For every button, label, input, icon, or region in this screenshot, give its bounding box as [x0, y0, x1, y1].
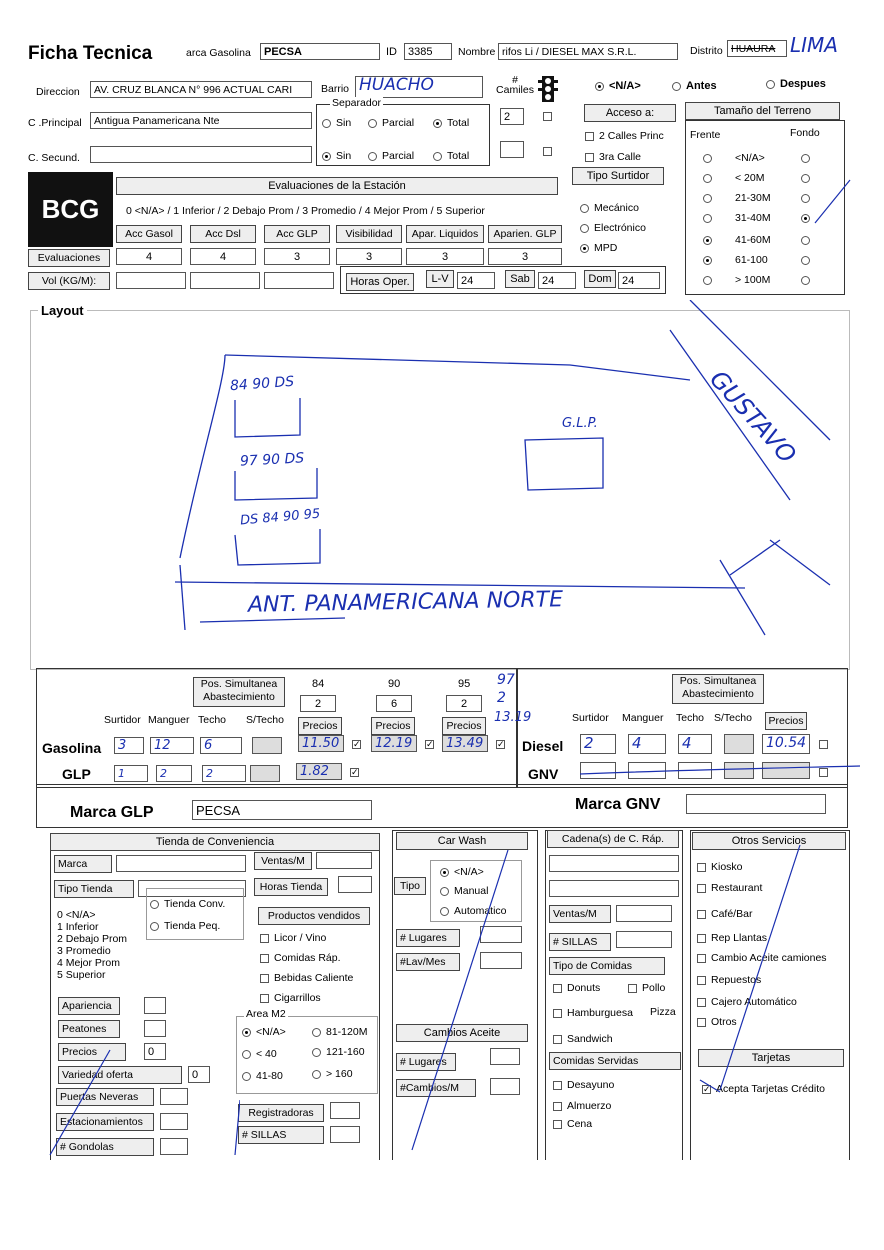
lv-label: L-V	[426, 270, 454, 288]
comida-donuts-checkbox[interactable]: Donuts	[553, 982, 600, 994]
carwash-tipo-label: Tipo	[394, 877, 426, 895]
dsl-precio-field[interactable]: 10.54	[762, 734, 810, 754]
tienda-marca-label: Marca	[54, 855, 112, 873]
area-label: Area M2	[246, 1008, 286, 1020]
tienda-marca-field[interactable]	[116, 855, 246, 872]
carwash-title: Car Wash	[396, 832, 528, 850]
vol-field-2[interactable]	[190, 272, 260, 289]
eval-value-text-5: 3	[521, 251, 529, 263]
gas-precios-label-2: Precios	[442, 717, 486, 735]
camiles-field[interactable]: 2	[500, 108, 524, 125]
tienda-eval-label-6: # Gondolas	[56, 1138, 154, 1156]
eval-value-5[interactable]	[488, 248, 562, 265]
tienda-scale-0: 0 <N/A>	[57, 909, 96, 921]
tienda-scale-3: 3 Promedio	[57, 945, 111, 957]
tienda-conv-radio[interactable]: Tienda Conv.	[150, 898, 225, 910]
gas-surtidor-field[interactable]: 3	[114, 737, 144, 754]
ventas-label: Ventas/M	[254, 852, 312, 870]
barrio-handwritten: HUACHO	[359, 76, 434, 95]
sab-field[interactable]: 24	[538, 272, 576, 289]
pump3-handwritten: DS 84 90 95	[239, 506, 321, 529]
dsl-col-stecho: S/Techo	[714, 712, 752, 724]
barrio-label: Barrio	[321, 83, 350, 95]
sep2-parcial-radio[interactable]: Parcial	[368, 150, 414, 162]
tienda-sillas-label: # SILLAS	[238, 1126, 324, 1144]
product-checkbox-0[interactable]: Licor / Vino	[260, 932, 326, 944]
vol-field-3[interactable]	[264, 272, 334, 289]
eval-col-0[interactable]: Acc Gasol	[116, 225, 182, 243]
cadena-field-1[interactable]	[549, 855, 679, 872]
eval-value-text-3: 3	[365, 251, 373, 263]
otros-pen-mark	[690, 840, 810, 1100]
sep1-total-radio[interactable]: Total	[433, 117, 469, 129]
tienda-sillas-field[interactable]	[330, 1126, 360, 1143]
direccion-label: Direccion	[36, 86, 80, 98]
tienda-peq-radio[interactable]: Tienda Peq.	[150, 920, 220, 932]
timing-antes-radio[interactable]: Antes	[672, 80, 717, 92]
comida-pizza-label[interactable]: Pizza	[650, 1006, 676, 1018]
tipo-comidas-label: Tipo de Comidas	[549, 957, 665, 975]
acceso-button[interactable]: Acceso a:	[584, 104, 676, 122]
diesel-label: Diesel	[522, 738, 564, 754]
barrio-field[interactable]	[355, 76, 483, 98]
gas-precio-text-0: 11.50	[302, 736, 340, 751]
marca-gnv-field[interactable]	[686, 794, 826, 814]
ventas-field[interactable]	[316, 852, 372, 869]
tipo-surtidor-button[interactable]: Tipo Surtidor	[572, 167, 664, 185]
frente-radio-4[interactable]	[703, 234, 717, 246]
lv-field[interactable]: 24	[457, 272, 495, 289]
gas-col-surtidor: Surtidor	[104, 714, 141, 726]
otros-checkbox-0[interactable]: Kiosko	[697, 861, 743, 873]
cadena-title: Cadena(s) de C. Ráp.	[547, 830, 679, 848]
gas-precios-label-1: Precios	[371, 717, 415, 735]
dom-label: Dom	[584, 270, 616, 288]
marca-glp-field[interactable]: PECSA	[192, 800, 372, 820]
tienda-eval-label-4: Puertas Neveras	[56, 1088, 154, 1106]
gas-pos-1[interactable]: 6	[376, 695, 412, 712]
gas-precio-field-1[interactable]	[371, 735, 417, 752]
sab-label: Sab	[505, 270, 535, 288]
fondo-label: Fondo	[790, 127, 820, 139]
vol-label: Vol (KG/M):	[28, 272, 110, 290]
terreno-size-label-1: < 20M	[735, 172, 765, 184]
horas-tienda-field[interactable]	[338, 876, 372, 893]
gas-precio-field-2[interactable]	[442, 735, 488, 752]
otros-title: Otros Servicios	[692, 832, 846, 850]
fondo-radio-0[interactable]	[801, 152, 815, 164]
dsl-col-techo: Techo	[676, 712, 705, 724]
fondo-radio-4[interactable]	[801, 234, 815, 246]
layout-sketch	[30, 300, 860, 670]
camiles-label: # Camiles	[496, 74, 534, 96]
gas-precio-field-0[interactable]	[298, 735, 344, 752]
terreno-pen-mark	[805, 178, 855, 228]
bcg-logo: BCG	[28, 172, 113, 247]
dsl-precios-label: Precios	[765, 712, 807, 730]
cadena-ventas-label: Ventas/M	[549, 905, 611, 923]
csecund-label: C. Secund.	[28, 152, 80, 164]
pump1-handwritten: 84 90 DS	[229, 373, 295, 395]
dsl-manguera-field[interactable]: 4	[628, 734, 666, 754]
carwash-auto-radio[interactable]: Automatico	[440, 905, 507, 917]
area-radio-0[interactable]: <N/A>	[242, 1026, 286, 1038]
frente-label: Frente	[690, 129, 721, 141]
otros-checkbox-7[interactable]: Otros	[697, 1016, 737, 1028]
cambios-lugares-label: # Lugares	[396, 1053, 456, 1071]
gas-precio-checkbox-0[interactable]: ✓	[353, 738, 361, 749]
sep2-sin-radio[interactable]: Sin	[322, 150, 351, 162]
registradoras-label: Registradoras	[238, 1104, 324, 1122]
terreno-size-label-0: <N/A>	[735, 152, 765, 164]
cprincipal-label: C .Principal	[28, 117, 82, 129]
tienda-eval-field-2[interactable]: 0	[144, 1043, 166, 1060]
eval-value-2[interactable]	[264, 248, 330, 265]
eval-col-2[interactable]: Acc GLP	[264, 225, 330, 243]
otros-checkbox-2[interactable]: Café/Bar	[697, 908, 752, 920]
tienda-eval-label-1: Peatones	[58, 1020, 120, 1038]
gas-octane-1: 90	[388, 678, 401, 690]
tienda-eval-label-0: Apariencia	[58, 997, 120, 1015]
gas-techo-field[interactable]: 6	[200, 737, 242, 754]
otros-checkbox-5[interactable]: Repuestos	[697, 974, 761, 986]
marca-glp-label: Marca GLP	[70, 804, 154, 821]
glp-precio-field[interactable]: 1.82	[296, 763, 342, 780]
glp-handwritten: G.L.P.	[562, 416, 598, 431]
evaluaciones-title: Evaluaciones de la Estación	[116, 177, 558, 195]
cambios-title: Cambios Aceite	[396, 1024, 528, 1042]
terreno-title: Tamaño del Terreno	[685, 102, 840, 120]
evaluaciones-scale: 0 <N/A> / 1 Inferior / 2 Debajo Prom / 3 Promedio / 4 Mejor Prom / 5 Superior	[126, 205, 485, 217]
cadena-sillas-field[interactable]	[616, 931, 672, 948]
eval-value-text-2: 3	[293, 251, 301, 263]
area-radio-3[interactable]: 121-160	[312, 1046, 365, 1058]
eval-col-5[interactable]: Aparien. GLP	[488, 225, 562, 243]
tienda-title: Tienda de Conveniencia	[50, 833, 380, 851]
tienda-eval-field-0[interactable]	[144, 997, 166, 1014]
frente-radio-3[interactable]	[703, 212, 717, 224]
otros-checkbox-1[interactable]: Restaurant	[697, 882, 762, 894]
surtidor-mpd-radio[interactable]: MPD	[580, 242, 617, 254]
horas-tienda-label: Horas Tienda	[254, 878, 328, 896]
otros-checkbox-3[interactable]: Rep Llantas	[697, 932, 767, 944]
acepta-tarjetas-checkbox[interactable]: ✓ Acepta Tarjetas Crédito	[703, 1083, 825, 1095]
area-radio-1[interactable]: 81-120M	[312, 1026, 367, 1038]
registradoras-field[interactable]	[330, 1102, 360, 1119]
eval-value-text-4: 3	[441, 251, 449, 263]
tienda-eval-label-2: Precios	[58, 1043, 126, 1061]
marca-gasolina-field[interactable]: PECSA	[260, 43, 380, 60]
frente-radio-2[interactable]	[703, 192, 717, 204]
gas-precios-label-0: Precios	[298, 717, 342, 735]
glp-field-3[interactable]: 2	[202, 765, 246, 782]
evaluaciones-row-label: Evaluaciones	[28, 249, 110, 267]
dsl-col-manguer: Manguer	[622, 712, 664, 724]
id-field[interactable]: 3385	[404, 43, 452, 60]
horas-label: Horas Oper.	[346, 273, 414, 291]
tarjetas-title: Tarjetas	[698, 1049, 844, 1067]
nombre-label: Nombre	[458, 46, 496, 58]
product-checkbox-1[interactable]: Comidas Ráp.	[260, 952, 341, 964]
acceso-3ra-checkbox[interactable]: 3ra Calle	[585, 151, 641, 163]
separador-label: Separador	[332, 97, 382, 109]
marca-gnv-label: Marca GNV	[575, 796, 661, 813]
glp-field-1[interactable]: 1	[114, 765, 148, 782]
product-checkbox-3[interactable]: Cigarrillos	[260, 992, 321, 1004]
terreno-size-label-6: > 100M	[735, 274, 771, 286]
surtidor-electronico-radio[interactable]: Electrónico	[580, 222, 646, 234]
csecund-field[interactable]	[90, 146, 312, 163]
layout-label: Layout	[38, 303, 87, 318]
carwash-na-radio[interactable]: <N/A>	[440, 866, 484, 878]
comida-pollo-checkbox[interactable]: Pollo	[628, 982, 665, 994]
distrito-label: Distrito	[690, 45, 723, 57]
area-radio-5[interactable]: > 160	[312, 1068, 353, 1080]
productos-label: Productos vendidos	[258, 907, 370, 925]
eval-col-3[interactable]: Visibilidad	[336, 225, 402, 243]
carwash-manual-radio[interactable]: Manual	[440, 885, 488, 897]
direccion-field[interactable]: AV. CRUZ BLANCA N° 996 ACTUAL CARI	[90, 81, 312, 98]
gnv-row-label: GNV	[528, 766, 559, 782]
camiles2-checkbox[interactable]	[543, 145, 557, 157]
comidas-servidas-label: Comidas Servidas	[549, 1052, 681, 1070]
terreno-size-label-3: 31-40M	[735, 212, 771, 224]
cadena-ventas-field[interactable]	[616, 905, 672, 922]
frente-radio-5[interactable]	[703, 254, 717, 266]
product-checkbox-2[interactable]: Bebidas Caliente	[260, 972, 353, 984]
gas-col-techo: Techo	[198, 714, 227, 726]
vol-field-1[interactable]	[116, 272, 186, 289]
camiles2-field[interactable]	[500, 141, 524, 158]
gustavo-handwritten: GUSTAVO	[704, 365, 802, 469]
sep2-total-radio[interactable]: Total	[433, 150, 469, 162]
id-label: ID	[386, 46, 397, 58]
eval-value-text-0: 4	[145, 251, 153, 263]
tienda-eval-label-3: Variedad oferta	[58, 1066, 182, 1084]
cprincipal-field[interactable]: Antigua Panamericana Nte	[90, 112, 312, 129]
dsl-col-surtidor: Surtidor	[572, 712, 609, 724]
comida-hamburguesa-checkbox[interactable]: Hamburguesa	[553, 1007, 633, 1019]
marca-gasolina-label: arca Gasolina	[186, 47, 251, 59]
glp-field-2[interactable]: 2	[156, 765, 192, 782]
frente-radio-6[interactable]	[703, 274, 717, 286]
dsl-techo-field[interactable]: 4	[678, 734, 712, 754]
otros-checkbox-4[interactable]: Cambio Aceite camiones	[697, 952, 827, 964]
gas-pos-0[interactable]: 2	[300, 695, 336, 712]
gas-precio-text-2: 13.49	[446, 736, 484, 751]
tienda-eval-field-3[interactable]: 0	[188, 1066, 210, 1083]
tienda-scale-1: 1 Inferior	[57, 921, 99, 933]
gas-pos-2[interactable]: 2	[446, 695, 482, 712]
eval-value-1[interactable]	[190, 248, 256, 265]
pump2-handwritten: 97 90 DS	[239, 450, 305, 470]
gas-precio-checkbox-2[interactable]: ✓	[497, 738, 505, 749]
otros-checkbox-6[interactable]: Cajero Automático	[697, 996, 797, 1008]
eval-value-0[interactable]	[116, 248, 182, 265]
gas-col-stecho: S/Techo	[246, 714, 284, 726]
tienda-pen-mark	[40, 1040, 240, 1160]
eval-value-text-1: 4	[219, 251, 227, 263]
road-handwritten: ANT. PANAMERICANA NORTE	[247, 587, 564, 618]
glp-row-label: GLP	[62, 766, 91, 782]
sep1-parcial-radio[interactable]: Parcial	[368, 117, 414, 129]
cadena-sillas-label: # SILLAS	[549, 933, 611, 951]
servida-desayuno-checkbox[interactable]: Desayuno	[553, 1079, 614, 1091]
fondo-radio-6[interactable]	[801, 274, 815, 286]
frente-radio-0[interactable]	[703, 152, 717, 164]
gas-precio-hw: 13.19	[494, 710, 532, 725]
area-radio-2[interactable]: < 40	[242, 1048, 277, 1060]
fondo-radio-5[interactable]	[801, 254, 815, 266]
eval-col-4[interactable]: Apar. Liquidos	[406, 225, 484, 243]
gas-manguera-field[interactable]: 12	[150, 737, 194, 754]
carwash-pen-mark	[400, 840, 520, 1160]
gnv-pen-mark	[520, 740, 865, 790]
glp-precio-checkbox[interactable]: ✓	[351, 766, 359, 777]
eval-value-4[interactable]	[406, 248, 484, 265]
tipo-tienda-label: Tipo Tienda	[54, 880, 134, 898]
traffic-light-icon	[537, 76, 559, 102]
distrito-field[interactable]: HUAURA	[727, 40, 787, 57]
surtidor-mecanico-radio[interactable]: Mecánico	[580, 202, 639, 214]
carwash-lugares-label: # Lugares	[396, 929, 460, 947]
carwash-lavmes-label: #Lav/Mes	[396, 953, 460, 971]
tienda-scale-2: 2 Debajo Prom	[57, 933, 128, 945]
terreno-size-label-4: 41-60M	[735, 234, 771, 246]
gas-pos-hw: 2	[497, 690, 506, 706]
sep1-sin-radio[interactable]: Sin	[322, 117, 351, 129]
servida-cena-checkbox[interactable]: Cena	[553, 1118, 592, 1130]
gas-octane-2: 95	[458, 678, 471, 690]
nombre-field[interactable]: rifos Li / DIESEL MAX S.R.L.	[498, 43, 678, 60]
gas-stecho-field[interactable]	[252, 737, 282, 754]
dsl-surtidor-field[interactable]: 2	[580, 734, 616, 754]
tienda-scale-4: 4 Mejor Prom	[57, 957, 121, 969]
terreno-size-label-5: 61-100	[735, 254, 768, 266]
cadena-field-2[interactable]	[549, 880, 679, 897]
gas-precio-checkbox-1[interactable]: ✓	[426, 738, 434, 749]
gas-octane-hw: 97	[497, 672, 515, 688]
eval-value-3[interactable]	[336, 248, 402, 265]
timing-despues-radio[interactable]: Despues	[766, 78, 826, 90]
tienda-eval-label-5: Estacionamientos	[56, 1113, 154, 1131]
distrito-handwritten: LIMA	[790, 33, 838, 57]
acceso-2calles-checkbox[interactable]: 2 Calles Princ	[585, 130, 664, 142]
frente-radio-1[interactable]	[703, 172, 717, 184]
gas-pos-label: Pos. Simultanea Abastecimiento	[193, 677, 285, 707]
dom-field[interactable]: 24	[618, 272, 660, 289]
dsl-pos-label: Pos. Simultanea Abastecimiento	[672, 674, 764, 704]
comida-sandwich-checkbox[interactable]: Sandwich	[553, 1033, 613, 1045]
tienda-scale-5: 5 Superior	[57, 969, 106, 981]
cambios-m-label: #Cambios/M	[396, 1079, 476, 1097]
page-title: Ficha Tecnica	[28, 43, 153, 64]
glp-field-4[interactable]	[250, 765, 280, 782]
timing-na-radio[interactable]: <N/A>	[595, 80, 641, 92]
gas-col-manguer: Manguer	[148, 714, 190, 726]
gas-precio-text-1: 12.19	[375, 736, 413, 751]
camiles-checkbox[interactable]	[543, 110, 557, 122]
tienda-eval-field-1[interactable]	[144, 1020, 166, 1037]
gasolina-label: Gasolina	[42, 740, 102, 756]
gas-octane-0: 84	[312, 678, 325, 690]
terreno-size-label-2: 21-30M	[735, 192, 771, 204]
eval-col-1[interactable]: Acc Dsl	[190, 225, 256, 243]
area-radio-4[interactable]: 41-80	[242, 1070, 283, 1082]
servida-almuerzo-checkbox[interactable]: Almuerzo	[553, 1100, 611, 1112]
